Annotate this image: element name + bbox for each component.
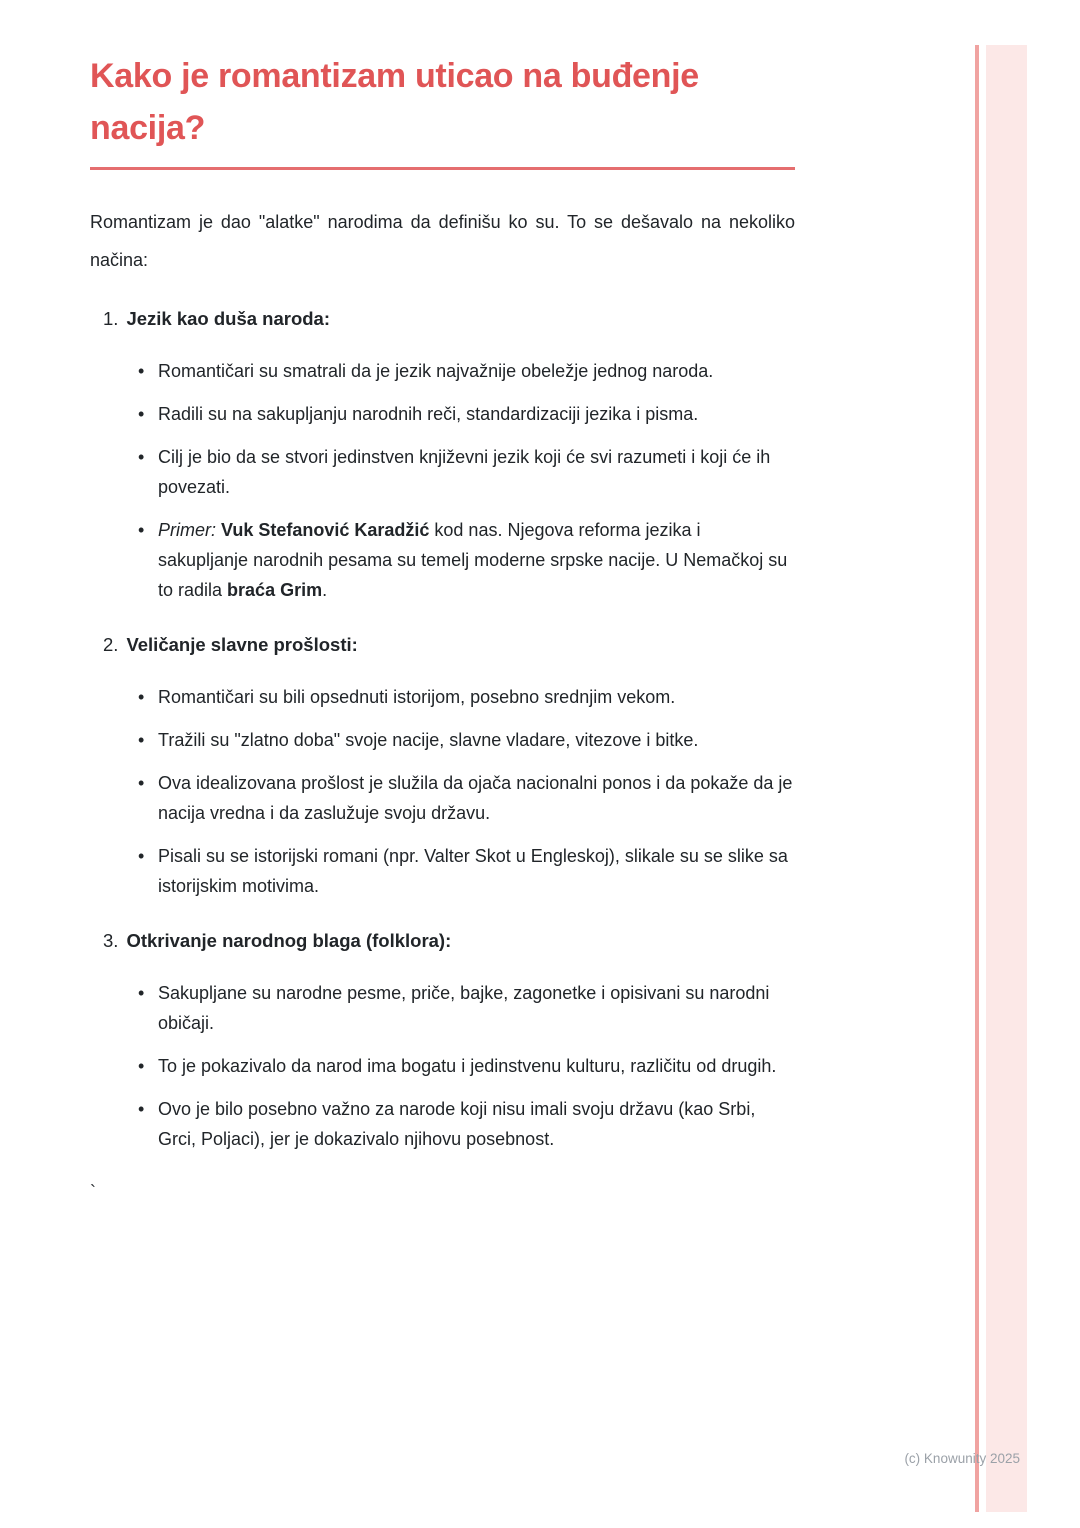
section	[90, 305, 795, 605]
section-number: 1.	[103, 308, 119, 329]
bullet-item	[158, 725, 795, 755]
bullet-item	[158, 442, 795, 502]
bullet-list	[90, 356, 795, 605]
bullet-text-run: Tražili su "zlatno doba" svoje nacije, slavne vladare, vitezove i bitke.	[158, 730, 699, 750]
bullet-text-run: .	[322, 580, 328, 600]
bullet-item	[158, 1094, 795, 1154]
bullet-text-run: Ova idealizovana prošlost je služila da ojača nacionalni ponos i da pokaže da je nacija vredna i da zaslužuje svoju državu.	[158, 773, 793, 823]
section-number: 3.	[103, 930, 119, 951]
bullet-item	[158, 1051, 795, 1081]
stray-backtick: `	[90, 1182, 96, 1202]
section-title: Veličanje slavne prošlosti:	[126, 634, 358, 655]
bullet-list	[90, 978, 795, 1154]
bullet-item	[158, 682, 795, 712]
bullet-item	[158, 841, 795, 901]
bullet-text-run: Pisali su se istorijski romani (npr. Valter Skot u Engleskoj), slikale su se slike sa istorijskim motivima.	[158, 846, 788, 896]
section-title: Jezik kao duša naroda:	[126, 308, 331, 329]
section	[90, 927, 795, 1154]
bullet-list	[90, 682, 795, 901]
bullet-text-run: Radili su na sakupljanju narodnih reči, standardizaciji jezika i pisma.	[158, 404, 699, 424]
bullet-text-run: Cilj je bio da se stvori jedinstven književni jezik koji će svi razumeti i koji će ih povezati.	[158, 447, 771, 497]
right-accent-stripe	[986, 45, 1027, 1512]
bullet-text-run: Ovo je bilo posebno važno za narode koji nisu imali svoju državu (kao Srbi, Grci, Poljaci), jer je dokazivalo njihovu posebnost.	[158, 1099, 756, 1149]
document-content	[90, 50, 795, 1203]
copyright-footer: (c) Knowunity 2025	[904, 1451, 1020, 1466]
section-number: 2.	[103, 634, 119, 655]
bullet-item	[158, 768, 795, 828]
page-title: Kako je romantizam uticao na buđenje nacija?	[90, 57, 699, 147]
section-title: Otkrivanje narodnog blaga (folklora):	[126, 930, 452, 951]
bullet-text-run: Vuk Stefanović Karadžić	[221, 520, 430, 540]
bullet-text-run: Romantičari su smatrali da je jezik najvažnije obeležje jednog naroda.	[158, 361, 714, 381]
sections-list	[90, 305, 795, 1154]
section-heading	[90, 305, 795, 332]
bullet-item	[158, 515, 795, 605]
bullet-text-run: Sakupljane su narodne pesme, priče, bajke, zagonetke i opisivani su narodni običaji.	[158, 983, 770, 1033]
bullet-text-run: kod nas. Njegova reforma jezika i sakupljanje narodnih pesama su temelj moderne srpske nacije. U Nemačkoj su to radila	[158, 520, 788, 600]
bullet-text-run: braća Grim	[227, 580, 323, 600]
section	[90, 631, 795, 901]
bullet-text-run: Primer:	[158, 520, 221, 540]
intro-paragraph: Romantizam je dao "alatke" narodima da definišu ko su. To se dešavalo na nekoliko načina:	[90, 212, 795, 270]
bullet-text-run: Romantičari su bili opsednuti istorijom, posebno srednjim vekom.	[158, 687, 676, 707]
bullet-item	[158, 356, 795, 386]
section-heading	[90, 631, 795, 658]
bullet-item	[158, 399, 795, 429]
right-accent-line	[975, 45, 979, 1512]
title-divider	[90, 167, 795, 170]
bullet-text-run: To je pokazivalo da narod ima bogatu i jedinstvenu kulturu, različitu od drugih.	[158, 1056, 777, 1076]
bullet-item	[158, 978, 795, 1038]
section-heading	[90, 927, 795, 954]
